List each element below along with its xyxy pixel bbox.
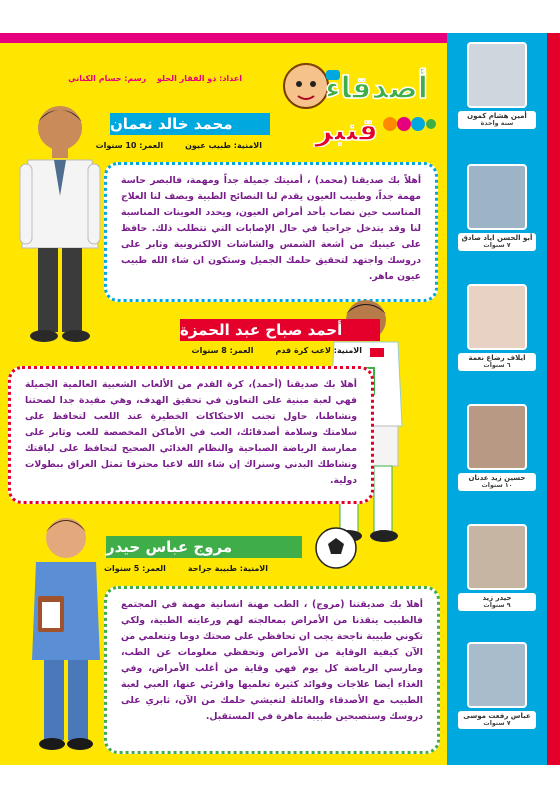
profile-wish: الامنية: طبيب عيون bbox=[185, 141, 262, 150]
reader-thumbnail bbox=[453, 284, 541, 371]
reader-caption bbox=[458, 711, 536, 729]
profile-message: أهلا بك صديقتنا (مروج) ، الطب مهنة انسانية مهمة في المجتمع فالطبيب ينقذنا من الأمراض بمعالجته لهم ورعايته الطبية، ولكي تكوني طبيبة ناجحة يجب ان تحافظي على صحتك دوما وتتعلمي من الآن كيفية الوقاية من الأمراض وتحفظي معلومات عن الطب، ومارسي الرياضة كل يوم فهي وقاية من أغلب الأمراض، وفي الغذاء أيضا علاجات وفوائد كثيرة تعلميها واقرئي عنها، العبي لعبة الطبيب مع الأصدقاء والعائلة لتعيشي حلمك من الآن، ثابري على دروسك وستصبحين طبيبة ماهرة في المستقبل. bbox=[121, 599, 423, 722]
profile-name: أحمد صباح عبد الحمزة bbox=[180, 321, 343, 339]
football-icon bbox=[314, 526, 358, 570]
logo-title-bottom: قنبر bbox=[315, 113, 378, 147]
profile-meta bbox=[96, 141, 262, 150]
friends-of-qanbar-logo bbox=[268, 52, 436, 147]
reader-photo bbox=[467, 524, 527, 590]
reader-photo bbox=[467, 404, 527, 470]
reader-thumbnail bbox=[453, 524, 541, 611]
reader-photo bbox=[467, 284, 527, 350]
reader-age: ٦ سنوات bbox=[483, 362, 511, 370]
profile-message: أهلا بك صديقنا (أحمد)، كرة القدم من الألعاب الشعبية العالمية الجميلة فهي لعبة مبنية على التعاون في تحقيق الهدف، وهي مفيدة جدا لصحتنا ونشاطنا، حاول تجنب الاحتكاكات الخطيرة عند اللعب لتحافظ على سلامتك وسلامة أصدقائك، العب في الأماكن المخصصة للعب وثابر على ممارسة الرياضة الصباحية والنظام الغذائي الصحيح لتحافظ على لياقتك ونشاطك البدني وسنراك إن شاء الله لاعبا محترفا تمثل العراق ببطولات دولية. bbox=[25, 379, 357, 486]
profile-age: العمر: 10 سنوات bbox=[95, 141, 164, 150]
reader-name: عباس رفعت موسى bbox=[463, 712, 531, 720]
profile-name: محمد خالد نعمان bbox=[110, 115, 233, 133]
reader-caption bbox=[458, 473, 536, 491]
profile-wish: الامنية: لاعب كرة قدم bbox=[275, 346, 362, 355]
reader-name: أمين هشام كمون bbox=[467, 112, 527, 120]
reader-name: حسين زيد عدنان bbox=[468, 474, 526, 482]
reader-name: أبو الحسن اياد صادق bbox=[461, 234, 533, 242]
reader-thumbnail bbox=[453, 642, 541, 729]
profile-wish: الامنية: طبيبة جراحة bbox=[187, 564, 268, 573]
profile-meta bbox=[104, 564, 268, 573]
profile-message-box bbox=[8, 366, 374, 504]
doctor-girl-illustration bbox=[20, 510, 112, 754]
profile-age: العمر: 5 سنوات bbox=[104, 564, 166, 573]
doctor-boy-illustration bbox=[14, 98, 106, 344]
profile-message-box bbox=[104, 162, 438, 302]
reader-caption bbox=[458, 593, 536, 611]
credits-drawing: رسم: حسام الكناني bbox=[68, 74, 147, 83]
reader-name: حيدر زيد bbox=[482, 594, 512, 602]
reader-photo bbox=[467, 642, 527, 708]
credits-line bbox=[0, 74, 242, 83]
reader-thumbnail bbox=[453, 42, 541, 129]
reader-age: ٧ سنوات bbox=[483, 720, 511, 728]
profile-name-banner bbox=[110, 113, 270, 135]
reader-photo bbox=[467, 164, 527, 230]
reader-age: ٩ سنوات bbox=[483, 602, 511, 610]
profile-age: العمر: 8 سنوات bbox=[191, 346, 254, 355]
reader-photo bbox=[467, 42, 527, 108]
reader-name: ايلاف رضاع نعمة bbox=[468, 354, 526, 362]
profile-name-banner bbox=[106, 536, 302, 558]
logo-title-top: أصدقاء bbox=[325, 71, 428, 106]
reader-age: ١٠ سنوات bbox=[481, 482, 513, 490]
reader-age: سنة واحدة bbox=[480, 120, 514, 128]
profile-name-banner bbox=[180, 319, 380, 341]
reader-caption bbox=[458, 233, 536, 251]
side-red-stripe bbox=[547, 33, 560, 765]
profile-message: أهلاً بك صديقنا (محمد) ، أمنيتك جميلة جداً ومهمة، فالبصر حاسة مهمة جداً، وطبيب العيون يقدم لنا النصائح الطبية ويصف لنا العلاج المناسب حين نصاب بأحد أمراض العيون، ويحدد العوينات المناسبة لنا وقد يتدخل جراحيا في حال الإصابات التي تتطلب ذلك. حافظ على عينيك من أشعة الشمس والشاشات الالكترونية وثابر على دروسك واجتهد لتحقيق حلمك الجميل وستكون ان شاء الله طبيب عيون ماهر. bbox=[121, 175, 421, 282]
reader-caption bbox=[458, 111, 536, 129]
top-magenta-stripe bbox=[0, 33, 447, 43]
reader-caption bbox=[458, 353, 536, 371]
reader-thumbnail bbox=[453, 164, 541, 251]
profile-meta bbox=[192, 346, 362, 355]
profile-name: مروج عباس حيدر bbox=[106, 538, 233, 556]
reader-age: ٧ سنوات bbox=[483, 242, 511, 250]
credits-prep: اعداد: ذو الفقار الحلو bbox=[157, 74, 242, 83]
profile-message-box bbox=[104, 586, 440, 754]
reader-thumbnail bbox=[453, 404, 541, 491]
